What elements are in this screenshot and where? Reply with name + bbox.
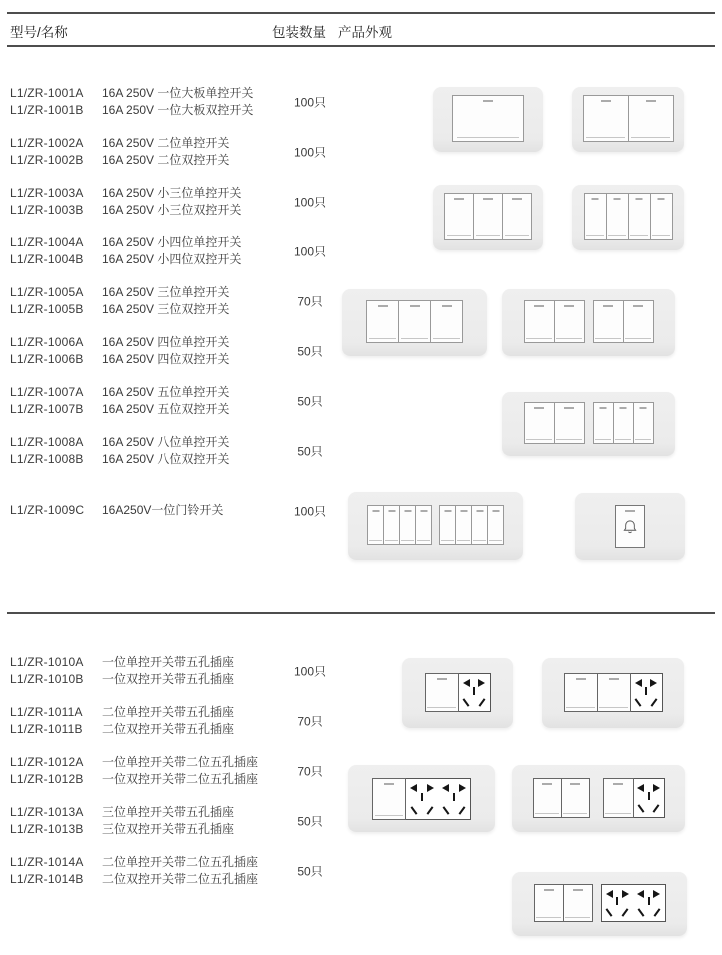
five-hole-socket	[633, 778, 665, 818]
doorbell-icon	[621, 518, 639, 536]
switch-rocker	[524, 300, 555, 343]
model-code: L1/ZR-1006B	[10, 352, 84, 366]
header-bottom-rule	[7, 45, 715, 47]
model-code: L1/ZR-1013A	[10, 805, 84, 819]
switch-rocker	[383, 505, 400, 545]
switch-rocker	[563, 884, 593, 922]
product-name: 三位单控开关带五孔插座	[102, 805, 235, 819]
product-name: 16A 250V 四位双控开关	[102, 352, 230, 366]
switch-panel-3-gang-wide	[342, 289, 487, 356]
model-code: L1/ZR-1004B	[10, 252, 84, 266]
model-code: L1/ZR-1002B	[10, 153, 84, 167]
switch-panel-3-gang-small	[433, 185, 543, 250]
package-quantity: 50只	[297, 444, 323, 459]
model-code: L1/ZR-1005A	[10, 285, 84, 299]
model-code: L1/ZR-1007A	[10, 385, 84, 399]
switch-rocker	[623, 300, 654, 343]
model-code: L1/ZR-1007B	[10, 402, 84, 416]
model-code: L1/ZR-1006A	[10, 335, 84, 349]
package-quantity: 100只	[293, 195, 327, 210]
model-code: L1/ZR-1014A	[10, 855, 84, 869]
switch-rocker	[439, 505, 456, 545]
panel-2-switch-2-five-hole-socket	[512, 872, 687, 936]
switch-panel-4-gang-wide	[502, 289, 675, 356]
package-quantity: 70只	[297, 714, 323, 729]
model-code: L1/ZR-1008B	[10, 452, 84, 466]
model-code: L1/ZR-1003B	[10, 203, 84, 217]
model-code: L1/ZR-1001B	[10, 103, 84, 117]
switch-rocker	[613, 402, 634, 444]
panel-2-switch-1-five-hole-socket	[542, 658, 684, 728]
model-code: L1/ZR-1010A	[10, 655, 84, 669]
panel-1-switch-1-five-hole-socket	[402, 658, 513, 728]
five-hole-socket	[458, 673, 491, 712]
model-code: L1/ZR-1011B	[10, 722, 83, 736]
switch-rocker	[366, 300, 399, 343]
package-quantity: 70只	[297, 764, 323, 779]
switch-rocker	[452, 95, 524, 142]
switch-rocker	[455, 505, 472, 545]
product-name: 16A 250V 小三位单控开关	[102, 186, 242, 200]
double-five-hole-socket	[601, 884, 666, 922]
switch-rocker	[473, 193, 503, 240]
doorbell-button	[615, 505, 645, 548]
switch-rocker	[444, 193, 474, 240]
switch-panel-8-gang-wide	[348, 492, 523, 560]
column-header-appearance: 产品外观	[338, 25, 392, 40]
switch-panel-1-gang-large	[433, 87, 543, 152]
switch-rocker	[564, 673, 598, 712]
product-name: 16A 250V 一位大板单控开关	[102, 86, 254, 100]
product-name: 16A 250V 小四位单控开关	[102, 235, 242, 249]
model-code: L1/ZR-1012A	[10, 755, 84, 769]
product-name: 16A 250V 八位双控开关	[102, 452, 230, 466]
product-name: 二位单控开关带二位五孔插座	[102, 855, 259, 869]
package-quantity: 100只	[293, 664, 327, 679]
switch-rocker	[554, 402, 585, 444]
doorbell-switch-panel	[575, 493, 685, 560]
model-code: L1/ZR-1013B	[10, 822, 84, 836]
product-name: 16A 250V 小三位双控开关	[102, 203, 242, 217]
model-code: L1/ZR-1008A	[10, 435, 84, 449]
switch-rocker	[593, 402, 614, 444]
switch-rocker	[534, 884, 564, 922]
model-code: L1/ZR-1011A	[10, 705, 83, 719]
product-name: 16A 250V 一位大板双控开关	[102, 103, 254, 117]
panel-1-switch-2-five-hole-socket	[348, 765, 495, 832]
product-name: 16A 250V 五位单控开关	[102, 385, 230, 399]
model-code: L1/ZR-1001A	[10, 86, 84, 100]
model-code: L1/ZR-1002A	[10, 136, 84, 150]
switch-rocker	[597, 673, 631, 712]
switch-rocker	[593, 300, 624, 343]
column-header-quantity: 包装数量	[272, 25, 326, 40]
product-name: 三位双控开关带五孔插座	[102, 822, 235, 836]
section-divider-rule	[7, 612, 715, 614]
header-top-rule	[7, 12, 715, 14]
package-quantity: 50只	[297, 394, 323, 409]
switch-rocker	[628, 193, 651, 240]
switch-rocker	[561, 778, 590, 818]
switch-rocker	[603, 778, 634, 818]
switch-rocker	[399, 505, 416, 545]
package-quantity: 100只	[293, 95, 327, 110]
switch-rocker	[606, 193, 629, 240]
switch-rocker	[471, 505, 488, 545]
double-five-hole-socket	[405, 778, 471, 820]
product-name: 16A250V一位门铃开关	[102, 503, 224, 517]
product-name: 16A 250V 二位双控开关	[102, 153, 230, 167]
package-quantity: 70只	[297, 294, 323, 309]
switch-rocker	[524, 402, 555, 444]
model-code: L1/ZR-1010B	[10, 672, 84, 686]
product-name: 一位双控开关带二位五孔插座	[102, 772, 259, 786]
model-code: L1/ZR-1004A	[10, 235, 84, 249]
package-quantity: 50只	[297, 814, 323, 829]
package-quantity: 50只	[297, 344, 323, 359]
switch-panel-2-gang	[572, 87, 684, 152]
column-header-model: 型号/名称	[10, 25, 68, 40]
switch-panel-5-gang-wide	[502, 392, 675, 456]
product-name: 一位双控开关带五孔插座	[102, 672, 235, 686]
switch-rocker	[415, 505, 432, 545]
product-name: 二位双控开关带二位五孔插座	[102, 872, 259, 886]
package-quantity: 100只	[293, 504, 327, 518]
switch-rocker	[398, 300, 431, 343]
switch-rocker	[584, 193, 607, 240]
switch-rocker	[633, 402, 654, 444]
switch-rocker	[628, 95, 674, 142]
package-quantity: 100只	[293, 145, 327, 160]
switch-rocker	[650, 193, 673, 240]
switch-rocker	[533, 778, 562, 818]
switch-rocker	[502, 193, 532, 240]
package-quantity: 50只	[297, 864, 323, 879]
product-name: 16A 250V 二位单控开关	[102, 136, 230, 150]
switch-rocker	[583, 95, 629, 142]
model-code: L1/ZR-1014B	[10, 872, 84, 886]
product-name: 16A 250V 三位双控开关	[102, 302, 230, 316]
switch-rocker	[367, 505, 384, 545]
switch-rocker	[554, 300, 585, 343]
switch-rocker	[425, 673, 459, 712]
panel-3-switch-1-five-hole-socket	[512, 765, 685, 832]
product-name: 16A 250V 小四位双控开关	[102, 252, 242, 266]
model-code: L1/ZR-1009C	[10, 503, 85, 517]
switch-panel-4-gang-small	[572, 185, 684, 250]
model-code: L1/ZR-1003A	[10, 186, 84, 200]
switch-rocker	[372, 778, 406, 820]
switch-rocker	[430, 300, 463, 343]
product-name: 二位双控开关带五孔插座	[102, 722, 235, 736]
model-code: L1/ZR-1005B	[10, 302, 84, 316]
package-quantity: 100只	[293, 244, 327, 259]
switch-rocker	[487, 505, 504, 545]
product-name: 16A 250V 八位单控开关	[102, 435, 230, 449]
product-name: 16A 250V 四位单控开关	[102, 335, 230, 349]
product-name: 二位单控开关带五孔插座	[102, 705, 235, 719]
model-code: L1/ZR-1012B	[10, 772, 84, 786]
five-hole-socket	[630, 673, 663, 712]
product-name: 一位单控开关带五孔插座	[102, 655, 235, 669]
product-name: 16A 250V 三位单控开关	[102, 285, 230, 299]
product-name: 16A 250V 五位双控开关	[102, 402, 230, 416]
product-name: 一位单控开关带二位五孔插座	[102, 755, 259, 769]
